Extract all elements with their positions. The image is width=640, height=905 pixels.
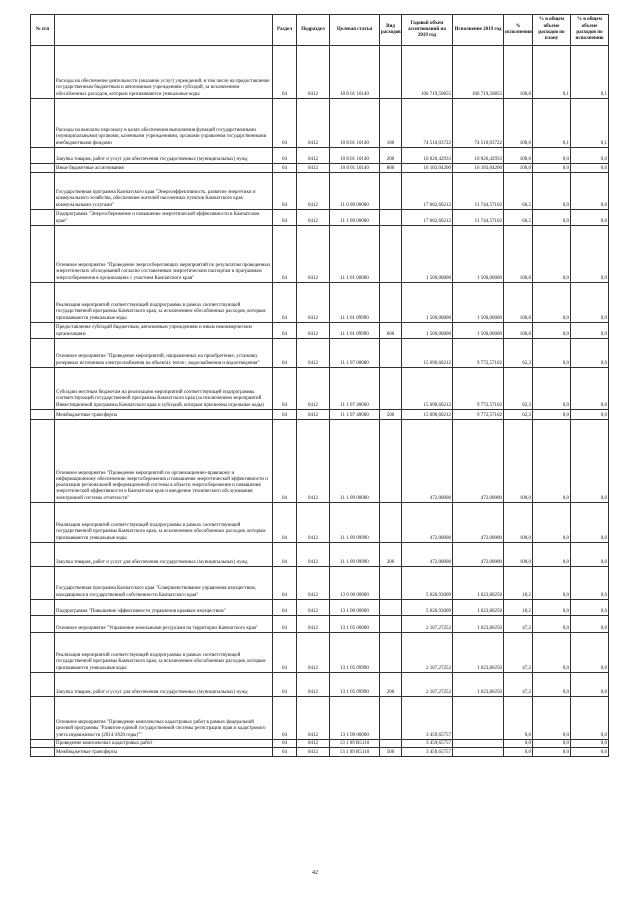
header-podrazdel: Подраздел: [297, 15, 330, 46]
row-plan: 1 500,00000: [402, 323, 453, 339]
row-vr: 100: [380, 99, 402, 148]
row-num: [31, 567, 55, 600]
table-row: [31, 173, 609, 210]
row-pct: 100,0: [504, 164, 533, 173]
row-pct-exec: 0,0: [571, 633, 609, 673]
row-plan: 472,00000: [402, 420, 453, 503]
row-pct-total: 0,0: [533, 226, 571, 283]
table-row: [31, 600, 609, 616]
row-fact: 1 023,80250: [453, 567, 504, 600]
row-vr: [380, 616, 402, 633]
row-plan: 3 459,65757: [402, 697, 453, 740]
row-pct-exec: 0,0: [571, 283, 609, 323]
row-desc: Основное мероприятие "Проведение мероприятий, направленных на приобретение, установку резервных источников электроснабжения на объектах тепло-, водоснабжения и водоотведения": [55, 339, 273, 368]
row-desc: Основное мероприятие "Управление земельными ресурсами на территории Камчатского края": [55, 616, 273, 633]
row-podrazdel: 0412: [297, 46, 330, 99]
row-num: [31, 697, 55, 740]
row-pct: 0,0: [504, 748, 533, 757]
row-pct: 18,2: [504, 600, 533, 616]
page-number: 42: [312, 870, 318, 876]
row-pct-total: 0,0: [533, 697, 571, 740]
table-row: [31, 410, 609, 420]
row-razdel: 04: [273, 410, 297, 420]
row-vr: 200: [380, 148, 402, 164]
row-razdel: 04: [273, 748, 297, 757]
table-row: [31, 567, 609, 600]
row-num: [31, 410, 55, 420]
row-num: [31, 323, 55, 339]
row-razdel: 04: [273, 697, 297, 740]
row-podrazdel: 0412: [297, 616, 330, 633]
row-vr: [380, 173, 402, 210]
row-razdel: 04: [273, 740, 297, 748]
row-num: [31, 368, 55, 410]
row-csr: 13 1 09 R5110: [330, 740, 380, 748]
row-pct-total: 0,0: [533, 164, 571, 173]
row-plan: 472,00000: [402, 543, 453, 567]
row-pct-exec: 0,0: [571, 543, 609, 567]
row-csr: 11 0 00 00000: [330, 173, 380, 210]
row-podrazdel: 0412: [297, 210, 330, 226]
row-pct-exec: 0,0: [571, 323, 609, 339]
row-pct-total: 0,1: [533, 46, 571, 99]
row-fact: [453, 740, 504, 748]
row-pct-exec: 0,0: [571, 697, 609, 740]
row-pct-total: 0,0: [533, 173, 571, 210]
row-pct: 18,2: [504, 567, 533, 600]
row-plan: 15 690,60212: [402, 339, 453, 368]
row-num: [31, 283, 55, 323]
row-csr: 11 1 09 09990: [330, 543, 380, 567]
row-csr: 10 8 01 10140: [330, 148, 380, 164]
row-pct-total: 0,0: [533, 567, 571, 600]
table-row: [31, 420, 609, 503]
row-plan: 5 626,93009: [402, 600, 453, 616]
budget-table: [30, 14, 609, 757]
row-num: [31, 543, 55, 567]
row-vr: [380, 697, 402, 740]
row-csr: 13 1 00 00000: [330, 600, 380, 616]
row-pct-total: 0,0: [533, 740, 571, 748]
row-razdel: 04: [273, 210, 297, 226]
row-razdel: 04: [273, 633, 297, 673]
row-pct: 100,0: [504, 46, 533, 99]
row-razdel: 04: [273, 173, 297, 210]
table-row: [31, 210, 609, 226]
row-vr: [380, 46, 402, 99]
table-row: [31, 323, 609, 339]
row-podrazdel: 0412: [297, 323, 330, 339]
row-pct: 47,2: [504, 633, 533, 673]
row-fact: 1 023,80250: [453, 633, 504, 673]
row-vr: 500: [380, 748, 402, 757]
row-pct-exec: 0,0: [571, 226, 609, 283]
row-num: [31, 339, 55, 368]
row-vr: 800: [380, 164, 402, 173]
row-csr: 11 1 07 40060: [330, 410, 380, 420]
header-pct: % исполнения: [504, 15, 533, 46]
row-desc: Государственная программа Камчатского края "Энергоэффективность, развитие энергетики и коммунального хозяйства, обеспечение жителей населенных пунктов Камчатского края коммунальными услугами": [55, 173, 273, 210]
row-csr: 13 1 05 09990: [330, 633, 380, 673]
row-podrazdel: 0412: [297, 410, 330, 420]
row-razdel: 04: [273, 616, 297, 633]
row-pct-exec: 0,0: [571, 210, 609, 226]
row-vr: 200: [380, 543, 402, 567]
row-fact: 74 510,03722: [453, 99, 504, 148]
row-pct-total: 0,0: [533, 633, 571, 673]
row-fact: 16 183,04200: [453, 164, 504, 173]
row-vr: [380, 740, 402, 748]
row-num: [31, 503, 55, 543]
table-row: [31, 339, 609, 368]
row-desc: Закупка товаров, работ и услуг для обеспечения государственных (муниципальных) нужд: [55, 543, 273, 567]
row-plan: 17 662,60212: [402, 173, 453, 210]
table-row: [31, 99, 609, 148]
row-fact: [453, 748, 504, 757]
row-pct: 62,3: [504, 410, 533, 420]
row-plan: 2 167,27252: [402, 673, 453, 697]
row-csr: 13 1 05 00000: [330, 616, 380, 633]
header-pct-total: % в общем объеме расходов по плану: [533, 15, 571, 46]
row-pct-exec: 0,0: [571, 339, 609, 368]
row-pct: 100,0: [504, 283, 533, 323]
row-podrazdel: 0412: [297, 543, 330, 567]
row-razdel: 04: [273, 368, 297, 410]
row-podrazdel: 0412: [297, 697, 330, 740]
row-desc: Государственная программа Камчатского края "Совершенствование управления имуществом, находящимся в государственной собственности Камчатского края": [55, 567, 273, 600]
row-pct-exec: 0,0: [571, 600, 609, 616]
row-razdel: 04: [273, 283, 297, 323]
table-row: [31, 368, 609, 410]
table-row: [31, 46, 609, 99]
row-pct-exec: 0,0: [571, 410, 609, 420]
row-vr: [380, 567, 402, 600]
row-razdel: 04: [273, 567, 297, 600]
table-header-row: [31, 15, 609, 46]
row-desc: Субсидии местным бюджетам на реализацию мероприятий соответствующей подпрограммы соответствующей государственной программы Камчатского края (за исключением мероприятий Инвестиционной программы Камчатского края и субсидий, которым присвоены отдельные коды): [55, 368, 273, 410]
row-fact: 1 023,80250: [453, 616, 504, 633]
header-csr: Целевая статья: [330, 15, 380, 46]
row-num: [31, 164, 55, 173]
row-plan: 17 662,60212: [402, 210, 453, 226]
row-razdel: 04: [273, 226, 297, 283]
row-pct-total: 0,0: [533, 323, 571, 339]
row-csr: 13 1 09 R5110: [330, 748, 380, 757]
row-podrazdel: 0412: [297, 673, 330, 697]
row-fact: 9 772,57102: [453, 410, 504, 420]
row-razdel: 04: [273, 148, 297, 164]
row-plan: 16 026,42933: [402, 148, 453, 164]
row-razdel: 04: [273, 46, 297, 99]
row-podrazdel: 0412: [297, 600, 330, 616]
header-pct-exec: % в общем объеме расходов по исполнению: [571, 15, 609, 46]
row-desc: Подпрограмма "Энергосбережение и повышение энергетической эффективности в Камчатском крае": [55, 210, 273, 226]
row-fact: 9 772,57102: [453, 339, 504, 368]
row-razdel: 04: [273, 99, 297, 148]
row-fact: 472,00000: [453, 543, 504, 567]
row-num: [31, 210, 55, 226]
row-fact: 9 772,57102: [453, 368, 504, 410]
header-vr: Вид расходов: [380, 15, 402, 46]
row-plan: 5 626,93009: [402, 567, 453, 600]
row-vr: 200: [380, 673, 402, 697]
table-row: [31, 503, 609, 543]
row-razdel: 04: [273, 164, 297, 173]
row-desc: Основное мероприятие "Проведение комплексных кадастровых работ в рамках федеральной целевой программы "Развитие единой государственной системы регистрации прав и кадастрового учета недвижимости (2014-2020 годы)"": [55, 697, 273, 740]
row-podrazdel: 0412: [297, 226, 330, 283]
row-csr: 13 1 09 00000: [330, 697, 380, 740]
row-razdel: 04: [273, 503, 297, 543]
row-num: [31, 633, 55, 673]
row-razdel: 04: [273, 323, 297, 339]
header-desc: [55, 15, 273, 46]
row-pct: 100,0: [504, 148, 533, 164]
row-pct-exec: 0,0: [571, 503, 609, 543]
row-csr: 10 8 01 10140: [330, 99, 380, 148]
row-pct: 100,0: [504, 503, 533, 543]
row-desc: Проведение комплексных кадастровых работ: [55, 740, 273, 748]
row-csr: 11 1 01 00000: [330, 226, 380, 283]
row-pct-exec: 0,0: [571, 567, 609, 600]
row-podrazdel: 0412: [297, 164, 330, 173]
row-pct-total: 0,0: [533, 148, 571, 164]
table-row: [31, 740, 609, 748]
row-desc: Подпрограмма "Повышение эффективности управления краевым имуществом": [55, 600, 273, 616]
row-plan: 15 690,60212: [402, 410, 453, 420]
row-pct-total: 0,0: [533, 673, 571, 697]
row-podrazdel: 0412: [297, 633, 330, 673]
row-pct-exec: 0,1: [571, 99, 609, 148]
row-pct: 47,2: [504, 673, 533, 697]
row-vr: 500: [380, 410, 402, 420]
row-pct-exec: 0,0: [571, 740, 609, 748]
row-podrazdel: 0412: [297, 148, 330, 164]
row-num: [31, 173, 55, 210]
row-fact: 1 500,00000: [453, 283, 504, 323]
row-plan: 1 500,00000: [402, 283, 453, 323]
row-num: [31, 226, 55, 283]
row-podrazdel: 0412: [297, 567, 330, 600]
table-row: [31, 226, 609, 283]
table-row: [31, 697, 609, 740]
row-pct-exec: 0,0: [571, 164, 609, 173]
row-vr: [380, 368, 402, 410]
row-plan: 74 510,03722: [402, 99, 453, 148]
row-csr: 11 1 09 00000: [330, 420, 380, 503]
row-pct: 100,0: [504, 226, 533, 283]
row-csr: 11 1 09 09990: [330, 503, 380, 543]
row-desc: Реализация мероприятий соответствующей подпрограммы в рамках соответствующей государственной программы Камчатского края, за исключением обособленных расходов, которым присваиваются уникальные коды: [55, 633, 273, 673]
row-num: [31, 148, 55, 164]
row-pct: 62,3: [504, 339, 533, 368]
table-row: [31, 616, 609, 633]
row-fact: 1 023,80250: [453, 673, 504, 697]
row-csr: 11 1 01 09990: [330, 283, 380, 323]
row-pct: 47,2: [504, 616, 533, 633]
row-pct: 100,0: [504, 323, 533, 339]
row-plan: 3 459,65757: [402, 740, 453, 748]
row-desc: Межбюджетные трансферты: [55, 410, 273, 420]
row-plan: 2 167,27252: [402, 633, 453, 673]
row-num: [31, 740, 55, 748]
row-vr: [380, 226, 402, 283]
row-vr: 600: [380, 323, 402, 339]
row-fact: 1 023,80250: [453, 600, 504, 616]
row-csr: 13 0 00 00000: [330, 567, 380, 600]
row-num: [31, 616, 55, 633]
row-pct-exec: 0,0: [571, 673, 609, 697]
row-vr: [380, 420, 402, 503]
row-num: [31, 673, 55, 697]
row-razdel: 04: [273, 543, 297, 567]
row-pct: 100,0: [504, 99, 533, 148]
row-desc: Расходы на выплаты персоналу в целях обеспечения выполнения функций государственными (муниципальными) органами, казенными учреждениями, органами управления государственными внебюджетными фондами: [55, 99, 273, 148]
row-plan: 16 183,04200: [402, 164, 453, 173]
row-pct: 62,3: [504, 368, 533, 410]
row-vr: [380, 210, 402, 226]
row-pct-total: 0,0: [533, 410, 571, 420]
header-fact: Исполнение 2019 год: [453, 15, 504, 46]
row-plan: 1 500,00000: [402, 226, 453, 283]
row-pct-exec: 0,0: [571, 748, 609, 757]
row-fact: 472,00000: [453, 503, 504, 543]
row-fact: 11 744,57102: [453, 210, 504, 226]
row-num: [31, 600, 55, 616]
table-row: [31, 673, 609, 697]
row-desc: Реализация мероприятий соответствующей подпрограммы в рамках соответствующей государственной программы Камчатского края, за исключением обособленных расходов, которым присваиваются уникальные коды: [55, 283, 273, 323]
row-csr: 10 8 01 10140: [330, 46, 380, 99]
row-desc: Предоставление субсидий бюджетным, автономным учреждениям и иным некоммерческим организациям: [55, 323, 273, 339]
row-csr: 11 1 01 09990: [330, 323, 380, 339]
header-razdel: Раздел: [273, 15, 297, 46]
row-pct: 0,0: [504, 740, 533, 748]
row-podrazdel: 0412: [297, 503, 330, 543]
row-podrazdel: 0412: [297, 748, 330, 757]
row-pct: 66,5: [504, 173, 533, 210]
header-num: № п/п: [31, 15, 55, 46]
row-razdel: 04: [273, 600, 297, 616]
row-vr: [380, 503, 402, 543]
row-podrazdel: 0412: [297, 368, 330, 410]
row-num: [31, 99, 55, 148]
row-num: [31, 46, 55, 99]
row-podrazdel: 0412: [297, 283, 330, 323]
row-desc: Основное мероприятие "Проведение мероприятий по организационно-правовому и информационному обеспечению энергосбережения и повышения энергетической эффективности и реализации региональной информационной системы в области энергосбережения и повышения энергетической эффективности в Камчатском крае и внедрение технического обслуживания электронной системы отчетности": [55, 420, 273, 503]
row-plan: 15 690,60212: [402, 368, 453, 410]
row-csr: 11 1 07 00000: [330, 339, 380, 368]
row-desc: Реализация мероприятий соответствующей подпрограммы в рамках соответствующей государственной программы Камчатского края, за исключением обособленных расходов, которым присваиваются уникальные коды: [55, 503, 273, 543]
row-pct-total: 0,0: [533, 616, 571, 633]
row-pct-total: 0,0: [533, 600, 571, 616]
row-podrazdel: 0412: [297, 339, 330, 368]
row-pct: 100,0: [504, 543, 533, 567]
row-vr: [380, 633, 402, 673]
row-vr: [380, 283, 402, 323]
table-row: [31, 543, 609, 567]
row-num: [31, 420, 55, 503]
row-pct-total: 0,1: [533, 99, 571, 148]
row-pct-exec: 0,0: [571, 173, 609, 210]
header-plan: Годовой объем ассигнований на 2019 год: [402, 15, 453, 46]
table-row: [31, 164, 609, 173]
row-razdel: 04: [273, 420, 297, 503]
row-vr: [380, 339, 402, 368]
row-pct-total: 0,0: [533, 210, 571, 226]
table-body: [31, 46, 609, 757]
row-pct-exec: 0,1: [571, 46, 609, 99]
row-razdel: 04: [273, 339, 297, 368]
row-podrazdel: 0412: [297, 99, 330, 148]
row-desc: Закупка товаров, работ и услуг для обеспечения государственных (муниципальных) нужд: [55, 148, 273, 164]
row-csr: 11 1 00 00000: [330, 210, 380, 226]
row-fact: 1 500,00000: [453, 226, 504, 283]
row-fact: 16 026,42933: [453, 148, 504, 164]
row-plan: 2 167,27252: [402, 616, 453, 633]
row-vr: [380, 600, 402, 616]
row-pct-total: 0,0: [533, 368, 571, 410]
row-desc: Основное мероприятие "Проведение энергосберегающих мероприятий по результатам проведенных энергетических обследований согласно составленным энергетическим паспортам и программам энергосбережения в организациях с участием Камчатского края": [55, 226, 273, 283]
table-row: [31, 748, 609, 757]
table-row: [31, 283, 609, 323]
row-razdel: 04: [273, 673, 297, 697]
row-pct-exec: 0,0: [571, 368, 609, 410]
row-pct-total: 0,0: [533, 283, 571, 323]
row-pct-total: 0,0: [533, 503, 571, 543]
row-pct-exec: 0,0: [571, 616, 609, 633]
row-fact: 472,00000: [453, 420, 504, 503]
row-plan: 106 719,50855: [402, 46, 453, 99]
table-row: [31, 633, 609, 673]
row-pct: 0,0: [504, 697, 533, 740]
row-pct-total: 0,0: [533, 543, 571, 567]
row-pct-exec: 0,0: [571, 420, 609, 503]
row-desc: Иные бюджетные ассигнования: [55, 164, 273, 173]
row-csr: 13 1 05 09990: [330, 673, 380, 697]
row-desc: Межбюджетные трансферты: [55, 748, 273, 757]
row-pct-total: 0,0: [533, 339, 571, 368]
row-pct: 100,0: [504, 420, 533, 503]
row-pct: 66,5: [504, 210, 533, 226]
row-fact: 106 719,50855: [453, 46, 504, 99]
row-plan: 3 459,65757: [402, 748, 453, 757]
row-csr: 11 1 07 40060: [330, 368, 380, 410]
row-podrazdel: 0412: [297, 420, 330, 503]
row-fact: 11 744,57102: [453, 173, 504, 210]
row-pct-total: 0,0: [533, 748, 571, 757]
row-desc: Закупка товаров, работ и услуг для обеспечения государственных (муниципальных) нужд: [55, 673, 273, 697]
table-row: [31, 148, 609, 164]
row-fact: [453, 697, 504, 740]
row-pct-total: 0,0: [533, 420, 571, 503]
row-csr: 10 8 01 10140: [330, 164, 380, 173]
row-plan: 472,00000: [402, 503, 453, 543]
row-desc: Расходы на обеспечение деятельности (оказание услуг) учреждений, в том числе на предоставление государственным бюджетным и автономным учреждениям субсидий, за исключением обособленных расходов, которым присваиваются уникальные коды: [55, 46, 273, 99]
row-num: [31, 748, 55, 757]
row-podrazdel: 0412: [297, 740, 330, 748]
row-fact: 1 500,00000: [453, 323, 504, 339]
row-podrazdel: 0412: [297, 173, 330, 210]
row-pct-exec: 0,0: [571, 148, 609, 164]
